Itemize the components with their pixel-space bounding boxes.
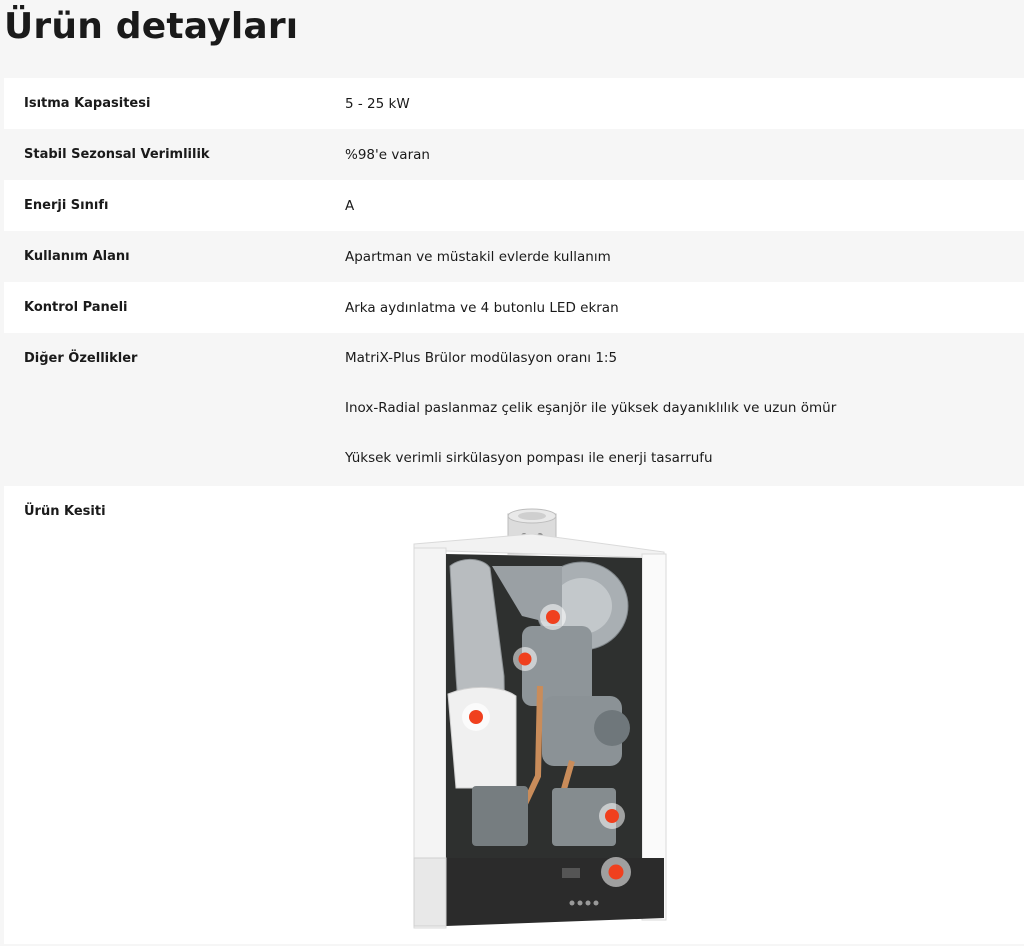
spec-row-control-panel [4,282,1024,333]
feature-item: Inox-Radial paslanmaz çelik eşanjör ile yüksek dayanıklılık ve uzun ömür [345,400,837,416]
spec-label: Isıtma Kapasitesi [24,96,151,111]
hotspot-fan[interactable] [513,647,537,671]
spec-row-usage-area [4,231,1024,282]
page-title: Ürün detayları [4,6,299,47]
spec-label: Diğer Özellikler [24,351,138,366]
spec-label: Ürün Kesiti [24,504,106,519]
spec-value: %98'e varan [345,146,430,163]
spec-row-heating-capacity [4,78,1024,129]
hotspot-gas-valve[interactable] [599,803,625,829]
product-section-row [4,486,1024,944]
product-details-table [4,78,1024,944]
panel-button[interactable] [570,901,575,906]
panel-button[interactable] [578,901,583,906]
pump [472,786,528,846]
spec-row-seasonal-efficiency [4,129,1024,180]
spec-row-other-features [4,333,1024,486]
spec-label: Kontrol Paneli [24,300,128,315]
panel-button[interactable] [586,901,591,906]
hotspot-control-panel[interactable] [601,857,631,887]
control-panel [446,858,664,926]
panel-logo [562,868,580,878]
spec-label: Kullanım Alanı [24,249,130,264]
spec-label: Enerji Sınıfı [24,198,109,213]
hotspot-expansion-vessel[interactable] [462,703,490,731]
panel-button[interactable] [594,901,599,906]
hydraulic-cover [448,687,516,788]
spec-value: 5 - 25 kW [345,95,410,112]
spec-value: Arka aydınlatma ve 4 butonlu LED ekran [345,299,619,316]
feature-item: Yüksek verimli sirkülasyon pompası ile enerji tasarrufu [345,450,713,466]
spec-value: A [345,197,355,214]
hotspot-burner[interactable] [540,604,566,630]
spec-values-list [345,333,1024,483]
boiler-cutaway-image [412,506,672,946]
feature-item: MatriX-Plus Brülor modülasyon oranı 1:5 [345,350,618,366]
spec-label: Stabil Sezonsal Verimlilik [24,147,210,162]
spec-row-energy-class [4,180,1024,231]
spec-value: Apartman ve müstakil evlerde kullanım [345,248,611,265]
